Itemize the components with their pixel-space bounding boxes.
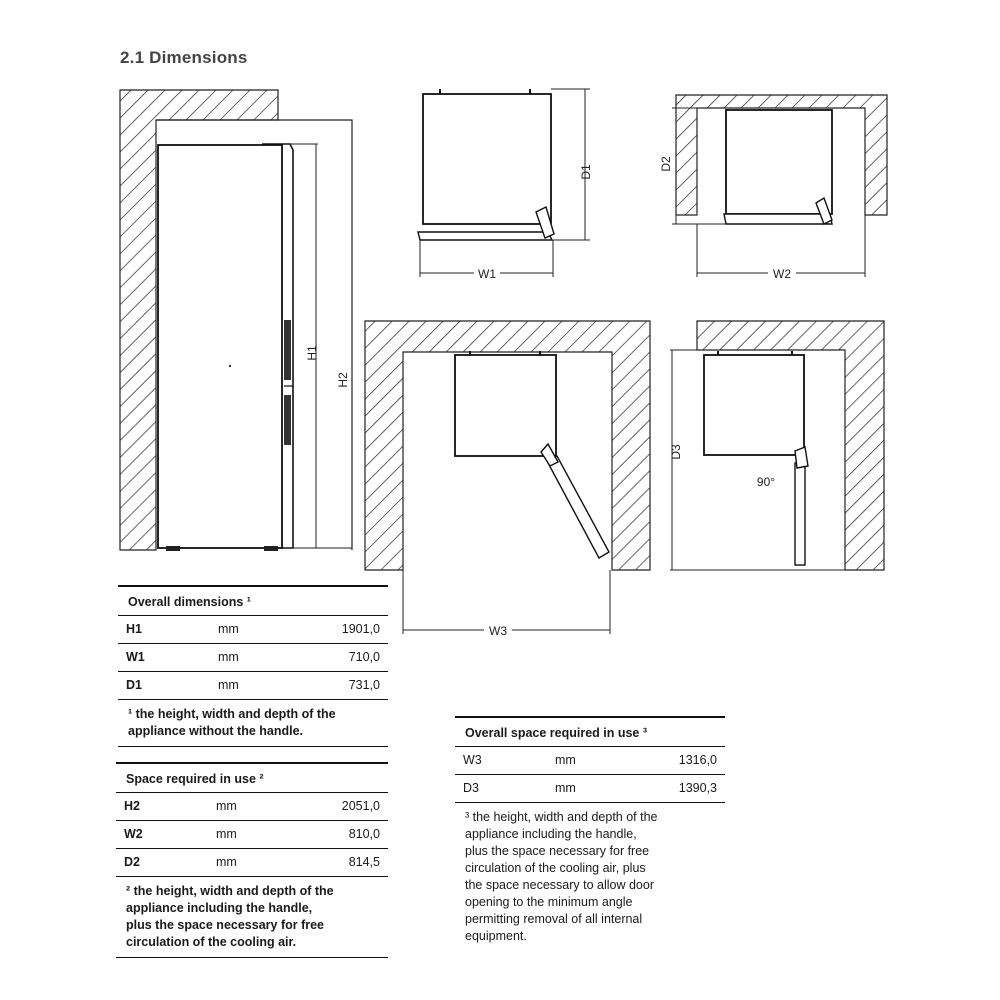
- top-view-w3-door-open: [365, 321, 650, 638]
- dimension-label: H2: [124, 799, 140, 813]
- unit: mm: [216, 799, 237, 813]
- table-row: [455, 775, 725, 803]
- value: 1901,0: [341, 622, 380, 636]
- table-row: [116, 793, 388, 821]
- d2-label: D2: [659, 156, 673, 172]
- table-row: [118, 644, 388, 672]
- door-at-90: [795, 463, 805, 565]
- overall-dimensions-table: [118, 585, 388, 747]
- value: 731,0: [348, 678, 380, 692]
- unit: mm: [218, 622, 239, 636]
- handle-lower: [284, 395, 291, 445]
- table-row: [116, 849, 388, 877]
- unit: mm: [218, 678, 239, 692]
- table-row: [118, 616, 388, 644]
- top-view-d3-90-degree: [669, 321, 884, 570]
- footnote: ² the height, width and depth of the appliance including the handle, plus the space necessary for free circulation of the cooling air.: [116, 877, 388, 958]
- dimension-label: W2: [124, 827, 143, 841]
- w2-label: W2: [773, 267, 791, 281]
- fridge-body: [158, 145, 282, 548]
- value: 810,0: [348, 827, 380, 841]
- h2-label: H2: [336, 372, 350, 388]
- footnote: ³ the height, width and depth of the appliance including the handle, plus the space necessary for free circulation of the cooling air, plus the space necessary to allow door opening to the minimum angle permitting removal of all internal equipment.: [465, 810, 658, 943]
- dimension-label: W1: [126, 650, 145, 664]
- d3-label: D3: [669, 444, 683, 460]
- table-row: [116, 821, 388, 849]
- open-door: [547, 456, 609, 558]
- unit: mm: [216, 855, 237, 869]
- unit: mm: [216, 827, 237, 841]
- table-heading: Overall dimensions ¹: [118, 585, 388, 616]
- dimension-label: H1: [126, 622, 142, 636]
- unit: mm: [555, 781, 576, 795]
- fridge-top: [423, 94, 551, 224]
- d1-label: D1: [579, 164, 593, 180]
- footnote: ¹ the height, width and depth of the appliance without the handle.: [118, 700, 388, 747]
- unit: mm: [555, 753, 576, 767]
- table-row: [455, 747, 725, 775]
- value: 710,0: [348, 650, 380, 664]
- value: 2051,0: [341, 799, 380, 813]
- value: 1390,3: [678, 781, 717, 795]
- handle-upper: [284, 320, 291, 380]
- section-title: 2.1 Dimensions: [120, 48, 248, 67]
- value: 814,5: [348, 855, 380, 869]
- angle-label: 90°: [756, 475, 776, 489]
- dimension-label: W3: [463, 753, 482, 767]
- table-row: [118, 672, 388, 700]
- dimension-label: D1: [126, 678, 142, 692]
- w3-label: W3: [489, 624, 507, 638]
- table-heading: Space required in use ²: [116, 762, 388, 793]
- top-view-w2-d2: [659, 95, 887, 281]
- space-required-table: [116, 762, 388, 958]
- w1-label: W1: [478, 267, 496, 281]
- overall-space-required-table: [455, 716, 725, 951]
- unit: mm: [218, 650, 239, 664]
- front-view-diagram: [120, 90, 352, 551]
- table-heading: Overall space required in use ³: [455, 716, 725, 747]
- value: 1316,0: [678, 753, 717, 767]
- h1-label: H1: [305, 345, 319, 361]
- dimension-label: D3: [463, 781, 479, 795]
- dimension-label: D2: [124, 855, 140, 869]
- top-view-w1-d1: [418, 89, 593, 281]
